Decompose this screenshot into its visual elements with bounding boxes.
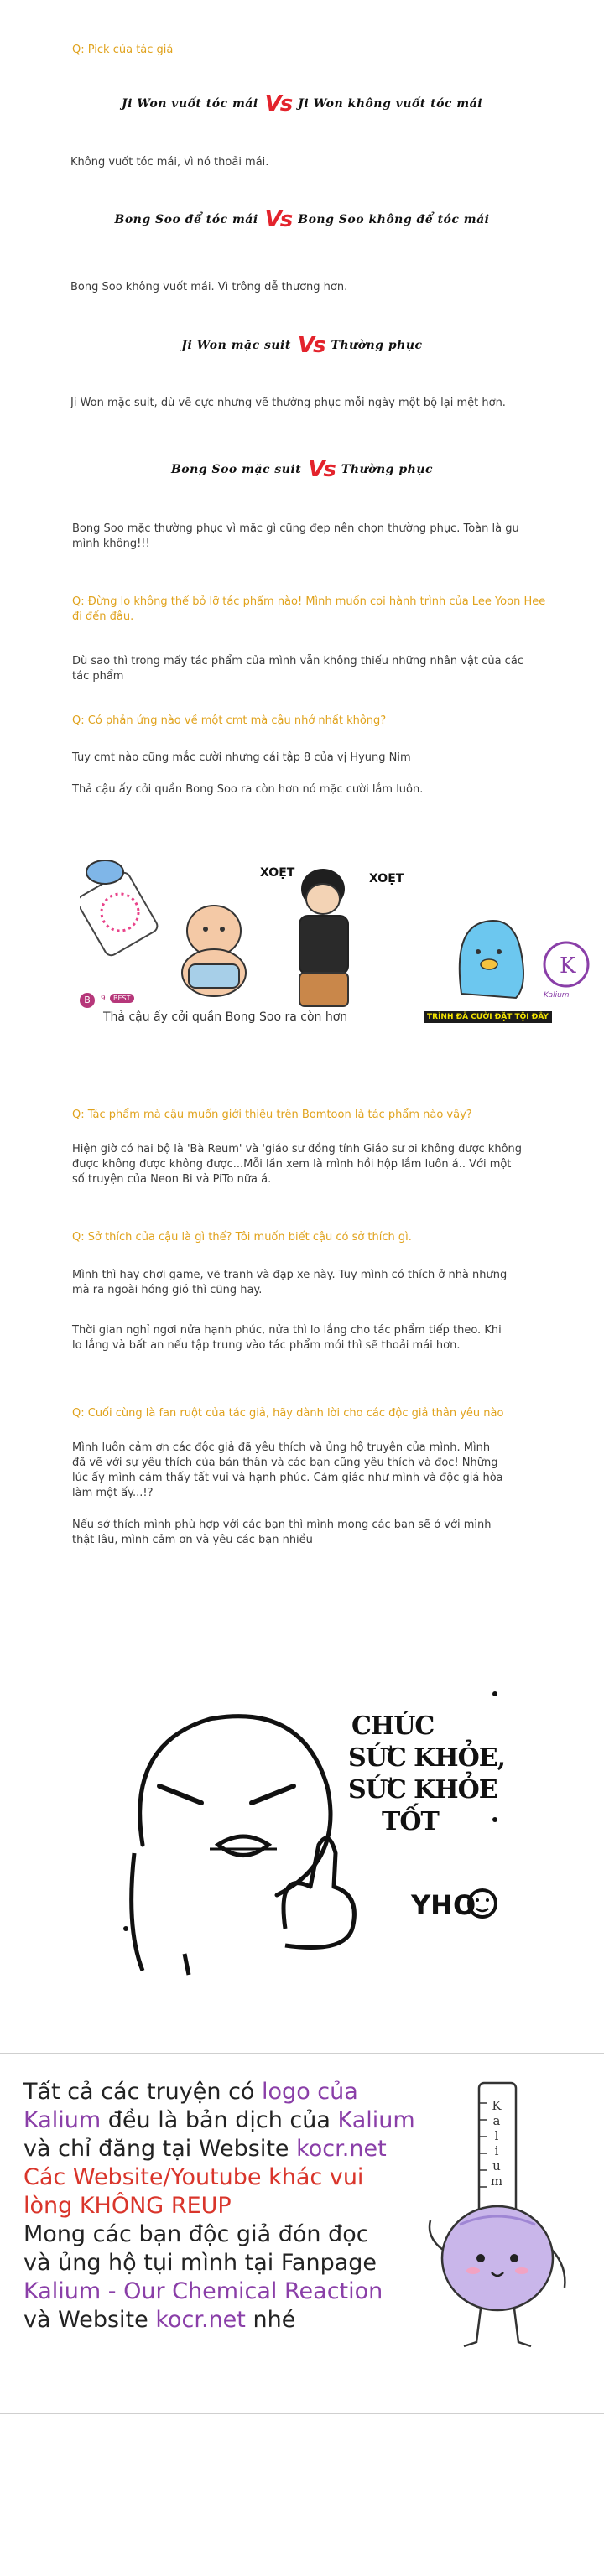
vs-left-label: Ji Won mặc suit	[181, 339, 291, 352]
credit-line: lòng KHÔNG REUP	[23, 2193, 232, 2219]
website-link[interactable]: kocr.net	[155, 2307, 246, 2333]
vs-right-label: Bong Soo không để tóc mái	[298, 213, 490, 226]
comment-badge-icon: B	[80, 993, 95, 1008]
answer-text: Nếu sở thích mình phù hợp với các bạn thì mình mong các bạn sẽ ở với mình	[72, 1519, 492, 1531]
vs-mark: Vs	[264, 207, 292, 232]
kalium-logo-icon	[544, 943, 588, 986]
answer-text: Tuy cmt nào cũng mắc cười nhưng cái tập 8 của vị Hyung Nim	[72, 751, 411, 764]
answer-text: Dù sao thì trong mấy tác phẩm của mình vẫn không thiếu những nhân vật của các	[72, 655, 523, 667]
answer-text: làm một ấy...!?	[72, 1487, 154, 1499]
credit-line: Tất cả các truyện có logo của	[23, 2079, 358, 2105]
flask-label: Kalium	[489, 2098, 504, 2189]
credit-line: và chỉ đăng tại Website kocr.net	[23, 2136, 387, 2162]
thumbs-up-doodle	[109, 1677, 528, 1979]
credit-text	[23, 2078, 415, 2334]
question-text: Q: Có phản ứng nào về một cmt mà cậu nhớ nhất không?	[72, 714, 387, 727]
vs-row-1	[0, 87, 604, 121]
question-author-pick: Q: Pick của tác giả	[72, 44, 174, 56]
website-link[interactable]: kocr.net	[296, 2136, 387, 2162]
question-text: Q: Cuối cùng là fan ruột của tác giả, hãy dành lời cho các độc giả thân yêu nào	[72, 1407, 504, 1420]
answer-text: Thả cậu ấy cởi quần Bong Soo ra còn hơn nó mặc cười lắm luôn.	[72, 783, 424, 796]
vs-row-3	[0, 329, 604, 362]
vs-row-4	[0, 453, 604, 486]
credit-divider-bottom	[0, 2413, 604, 2414]
doodle-line: SỨC KHỎE,	[348, 1743, 506, 1773]
answer-text: Mình thì hay chơi game, vẽ tranh và đạp xe này. Tuy mình có thích ở nhà nhưng	[72, 1269, 508, 1281]
fanpage-link[interactable]: Kalium - Our Chemical Reaction	[23, 2278, 383, 2304]
baby-character-icon	[182, 906, 246, 996]
badge-number: 9	[101, 995, 106, 1003]
answer-text: Mình luôn cảm ơn các độc giả đã yêu thích và ủng hộ truyện của mình. Mình	[72, 1441, 491, 1454]
credit-line: và ủng hộ tụi mình tại Fanpage	[23, 2250, 378, 2276]
sfx-text: XOẸT	[260, 866, 295, 880]
best-badge: BEST	[110, 994, 134, 1003]
doodle-line: TỐT	[382, 1807, 439, 1836]
question-text: Q: Tác phẩm mà cậu muốn giới thiệu trên Bomtoon là tác phẩm nào vậy?	[72, 1109, 472, 1121]
doodle-line: SỨC KHỎE	[348, 1775, 497, 1805]
answer-text: Bong Soo mặc thường phục vì mặc gì cũng đẹp nên chọn thường phục. Toàn là gu	[72, 522, 519, 535]
comic-illustration	[80, 847, 600, 1031]
doodle-greeting	[348, 1711, 505, 1838]
highlighted-comment: Thả cậu ấy cởi quần Bong Soo ra còn hơn	[103, 1010, 348, 1024]
vs-left-label: Ji Won vuốt tóc mái	[121, 97, 258, 111]
question-text: đi đến đâu.	[72, 610, 134, 623]
vs-mark: Vs	[297, 333, 325, 358]
question-text: Q: Đừng lo không thể bỏ lỡ tác phẩm nào! Mình muốn coi hành trình của Lee Yoon Hee	[72, 595, 546, 608]
answer-text: thật lâu, mình cảm ơn và yêu các bạn nhiều	[72, 1534, 313, 1546]
doodle-yho: YHO	[411, 1889, 476, 1921]
answer-text: được không được không được...Mỗi lần xem là mình hồi hộp lắm luôn á.. Với một	[72, 1158, 512, 1171]
man-character-icon	[299, 869, 348, 1006]
kalium-logo-text: Kalium	[544, 991, 570, 1000]
vs-left-label: Bong Soo mặc suit	[170, 463, 302, 476]
answer-text: Bong Soo không vuốt mái. Vì trông dễ thương hơn.	[70, 281, 348, 293]
answer-text: Ji Won mặc suit, dù vẽ cực nhưng vẽ thường phục mỗi ngày một bộ lại mệt hơn.	[70, 397, 506, 409]
answer-text: mà ra ngoài hóng gió thì cũng hay.	[72, 1284, 263, 1296]
vs-row-2	[0, 203, 604, 236]
answer-text: đã vẽ với sự yêu thích của bản thân và các bạn cũng yêu thích và đọc! Những	[72, 1457, 498, 1469]
doodle-line: CHÚC	[351, 1711, 435, 1741]
answer-text: tác phẩm	[72, 670, 124, 683]
credit-divider-top	[0, 2053, 604, 2054]
answer-text: Thời gian nghỉ ngơi nửa hạnh phúc, nửa thì lo lắng cho tác phẩm tiếp theo. Khi	[72, 1324, 502, 1337]
vs-left-label: Bong Soo để tóc mái	[114, 213, 258, 226]
answer-text: lúc ấy mình cảm thấy tất vui và hạnh phúc. Cảm giác như mình và độc giả hòa	[72, 1472, 503, 1484]
vs-right-label: Ji Won không vuốt tóc mái	[298, 97, 483, 111]
credit-line: Kalium đều là bản dịch của Kalium	[23, 2107, 415, 2133]
phone-hand-icon	[80, 860, 159, 958]
vs-right-label: Thường phục	[331, 339, 423, 352]
vs-mark: Vs	[308, 457, 335, 482]
svg-text:K: K	[560, 953, 576, 979]
comment-comic-panel	[80, 847, 600, 1031]
credit-line: Các Website/Youtube khác vui	[23, 2164, 364, 2190]
answer-text: lo lắng và bất an nếu tập trung vào tác phẩm mới thì sẽ thoải mái hơn.	[72, 1339, 461, 1352]
credit-line: Mong các bạn độc giả đón đọc	[23, 2221, 369, 2247]
panel-caption: TRÌNH ĐÃ CƯỜI ĐẶT TỘI ĐÂY	[424, 1011, 552, 1023]
vs-right-label: Thường phục	[341, 463, 434, 476]
blue-blob-character-icon	[460, 921, 523, 998]
sfx-text: XOẸT	[369, 872, 404, 886]
question-text: Q: Sở thích của cậu là gì thế? Tôi muốn biết cậu có sở thích gì.	[72, 1231, 412, 1244]
credit-line: và Website kocr.net nhé	[23, 2307, 296, 2333]
answer-text: Không vuốt tóc mái, vì nó thoải mái.	[70, 156, 269, 169]
vs-mark: Vs	[264, 91, 292, 117]
kalium-mascot	[426, 2078, 569, 2355]
answer-text: số truyện của Neon Bi và PiTo nữa á.	[72, 1173, 272, 1186]
answer-text: mình không!!!	[72, 538, 150, 550]
answer-text: Hiện giờ có hai bộ là 'Bà Reum' và 'giáo sư đồng tính Giáo sư ơi không được không	[72, 1143, 523, 1156]
